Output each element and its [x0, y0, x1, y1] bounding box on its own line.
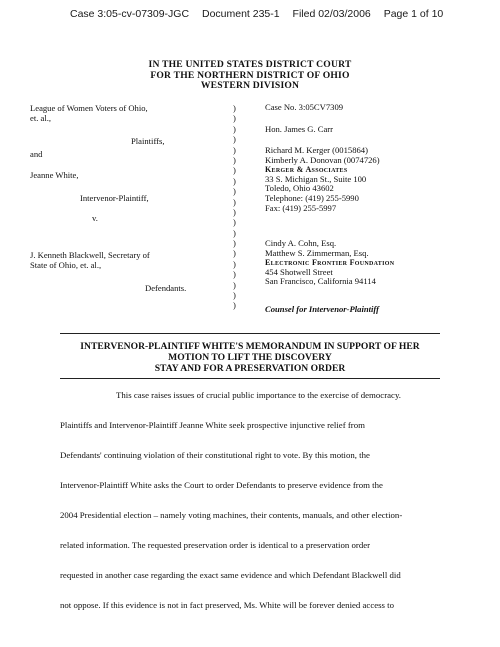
firm-1-address-2: Toledo, Ohio 43602: [265, 183, 334, 194]
ecf-header: [70, 8, 444, 20]
body-line: Plaintiffs and Intervenor-Plaintiff Jeanne White seek prospective injunctive relief from: [60, 420, 365, 430]
firm-1-fax: Fax: (419) 255-5997: [265, 202, 337, 213]
caption-parentheses: [233, 103, 236, 311]
body-line: Defendants' continuing violation of their constitutional right to vote. By this motion, the: [60, 450, 370, 460]
attorney-kerger: Richard M. Kerger (0015864): [265, 145, 368, 155]
page-count-stamp: Page 1 of 10: [383, 8, 444, 20]
intervenor-label: Intervenor-Plaintiff,: [80, 193, 149, 203]
body-line: requested in another case regarding the exact same evidence and which Defendant Blackwell did: [60, 570, 401, 580]
firm-2-address-1: 454 Shotwell Street: [265, 266, 333, 277]
defendants-label: Defendants.: [145, 283, 187, 293]
case-number-stamp: Case 3:05-cv-07309-JGC: [70, 8, 190, 20]
paren-15: ): [233, 248, 236, 259]
firm-1-telephone: Telephone: (419) 255-5990: [265, 192, 359, 203]
paren-18: ): [233, 279, 236, 290]
motion-title-line-3: STAY AND FOR A PRESERVATION ORDER: [154, 363, 346, 374]
motion-title: [0, 341, 500, 374]
counsel-block-2: [265, 239, 394, 287]
paren-13: ): [233, 227, 236, 238]
plaintiffs-label: Plaintiffs,: [131, 136, 165, 146]
paren-11: ): [233, 206, 236, 217]
paren-19: ): [233, 290, 236, 301]
title-rule-bottom: [60, 378, 440, 379]
paren-6: ): [233, 154, 236, 165]
paren-5: ): [233, 144, 236, 155]
court-heading: [0, 60, 500, 92]
attorney-zimmerman: Matthew S. Zimmerman, Esq.: [265, 247, 369, 258]
paren-2: ): [233, 113, 236, 124]
plaintiff-name: [30, 103, 148, 123]
case-number: Case No. 3:05CV7309: [265, 102, 344, 112]
court-line-1: IN THE UNITED STATES DISTRICT COURT: [148, 59, 352, 70]
paren-7: ): [233, 165, 236, 176]
counsel-block-1: [265, 146, 380, 213]
body-line: 2004 Presidential election – namely voting machines, their contents, manuals, and other election-: [60, 510, 403, 520]
versus-text: v.: [92, 213, 98, 223]
defendant-name-line-2: State of Ohio, et. al.,: [30, 260, 102, 270]
defendant-name-line-1: J. Kenneth Blackwell, Secretary of: [30, 250, 150, 260]
court-line-2: FOR THE NORTHERN DISTRICT OF OHIO: [150, 69, 350, 81]
body-line: Intervenor-Plaintiff White asks the Court to order Defendants to preserve evidence from the: [60, 480, 383, 490]
body-line: not oppose. If this evidence is not in fact preserved, Ms. White will be forever denied access to: [60, 600, 395, 610]
intervenor-name: Jeanne White,: [30, 170, 79, 180]
paren-4: ): [233, 134, 236, 145]
and-text: and: [30, 149, 43, 159]
attorney-donovan: Kimberly A. Donovan (0074726): [265, 154, 380, 165]
motion-title-line-2: MOTION TO LIFT THE DISCOVERY: [168, 352, 332, 363]
paren-9: ): [233, 186, 236, 197]
body-line: This case raises issues of crucial public importance to the exercise of democracy.: [116, 390, 401, 400]
paren-16: ): [233, 258, 236, 269]
firm-1-address-1: 33 S. Michigan St., Suite 100: [265, 173, 367, 184]
paren-17: ): [233, 269, 236, 280]
paren-10: ): [233, 196, 236, 207]
plaintiff-name-line-1: League of Women Voters of Ohio,: [30, 103, 148, 113]
firm-kerger-associates: Kerger & Associates: [265, 165, 348, 175]
body-line: related information. The requested preservation order is identical to a preservation order: [60, 540, 371, 550]
paren-20: ): [233, 300, 236, 311]
judge-name: Hon. James G. Carr: [265, 124, 334, 134]
motion-title-line-1: INTERVENOR-PLAINTIFF WHITE'S MEMORANDUM IN SUPPORT OF HER: [80, 341, 420, 352]
paren-14: ): [233, 238, 236, 249]
firm-2-address-2: San Francisco, California 94114: [265, 276, 376, 287]
paren-1: ): [233, 103, 236, 113]
case-caption: [0, 103, 500, 318]
filed-date-stamp: Filed 02/03/2006: [292, 8, 371, 20]
title-rule-top: [60, 333, 440, 334]
defendant-name: [30, 250, 150, 270]
document-number-stamp: Document 235-1: [201, 8, 280, 20]
paren-8: ): [233, 175, 236, 186]
attorney-cohn: Cindy A. Cohn, Esq.: [265, 238, 337, 248]
court-line-3: WESTERN DIVISION: [200, 80, 300, 91]
paren-12: ): [233, 217, 236, 228]
paren-3: ): [233, 123, 236, 134]
plaintiff-name-line-2: et. al.,: [30, 113, 51, 123]
firm-eff: Electronic Frontier Foundation: [265, 258, 395, 268]
counsel-for-label: Counsel for Intervenor-Plaintiff: [265, 304, 379, 314]
